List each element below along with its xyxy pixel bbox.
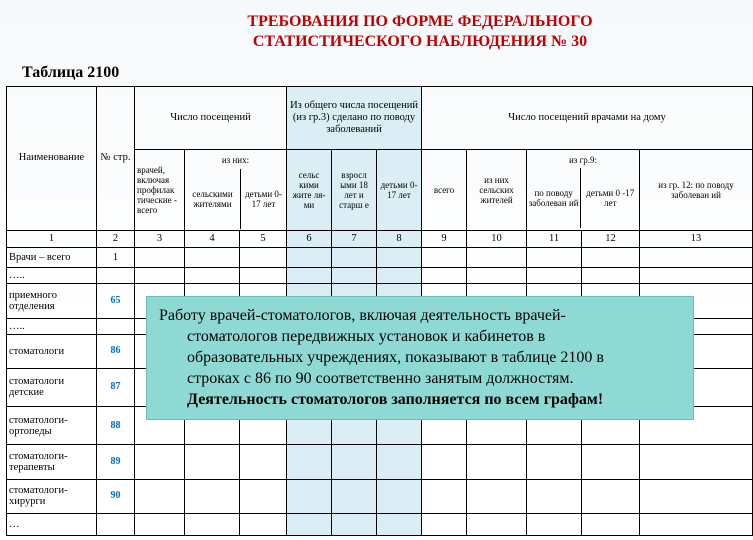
table-cell	[467, 479, 527, 513]
header-of-col9-group	[527, 150, 640, 231]
row-label: стоматологи-хирурги	[7, 479, 97, 513]
header-name: Наименование	[7, 87, 97, 231]
table-cell	[377, 479, 422, 513]
header-row-1	[7, 87, 753, 150]
header-rural: сельскими жителями	[192, 188, 233, 209]
table-row	[7, 268, 753, 284]
table-cell	[527, 248, 582, 268]
table-cell	[240, 479, 287, 513]
table-cell	[332, 248, 377, 268]
table-cell	[422, 513, 467, 535]
header-visits: Число посещений	[135, 87, 287, 150]
table-row	[7, 479, 753, 513]
table-cell	[135, 513, 185, 535]
table-cell	[527, 479, 582, 513]
table-cell	[332, 268, 377, 284]
header-home-visits: Число посещений врачами на дому	[422, 87, 753, 150]
row-label: …..	[7, 268, 97, 284]
table-cell	[467, 445, 527, 479]
table-cell	[185, 248, 240, 268]
header-row-no: № стр.	[97, 87, 135, 231]
row-number	[97, 513, 135, 535]
table-cell	[185, 479, 240, 513]
header-doctors-total: врачей, включая профилак тические - всего	[135, 150, 185, 231]
row-number	[97, 318, 135, 334]
header-of-them: из них:	[221, 154, 250, 165]
table-cell	[582, 479, 640, 513]
table-cell	[185, 268, 240, 284]
header-adults: взросл ыми 18 лет и старш е	[332, 150, 377, 231]
col-num: 9	[422, 230, 467, 247]
row-label: стоматологи детские	[7, 368, 97, 406]
col-num: 10	[467, 230, 527, 247]
table-cell	[527, 268, 582, 284]
note-line-1: Работу врачей-стоматологов, включая деятельность врачей-	[159, 307, 566, 324]
col-num: 6	[287, 230, 332, 247]
table-cell	[582, 445, 640, 479]
table-cell	[332, 513, 377, 535]
table-cell	[240, 268, 287, 284]
title-line-2: СТАТИСТИЧЕСКОГО НАБЛЮДЕНИЯ № 30	[252, 33, 588, 50]
table-cell	[640, 268, 753, 284]
table-cell	[377, 268, 422, 284]
header-disease-share: Из общего числа посещений (из гр.3) сделано по поводу заболеваний	[287, 87, 422, 150]
header-rural-2: из них сельских жителей	[467, 150, 527, 231]
table-cell	[527, 513, 582, 535]
table-cell	[287, 479, 332, 513]
table-row	[7, 513, 753, 535]
row-number: 89	[97, 445, 135, 479]
table-cell	[332, 445, 377, 479]
table-cell	[135, 248, 185, 268]
table-cell	[185, 513, 240, 535]
col-num: 4	[185, 230, 240, 247]
table-cell	[287, 248, 332, 268]
table-cell	[582, 513, 640, 535]
table-cell	[287, 268, 332, 284]
col-num: 5	[240, 230, 287, 247]
table-cell	[332, 479, 377, 513]
col-num: 3	[135, 230, 185, 247]
table-cell	[135, 479, 185, 513]
table-cell	[377, 248, 422, 268]
page-title	[150, 12, 690, 52]
col-num: 2	[97, 230, 135, 247]
row-label: приемного отделения	[7, 284, 97, 318]
table-cell	[467, 513, 527, 535]
table-name: Таблица 2100	[22, 64, 120, 81]
table-cell	[240, 445, 287, 479]
row-number: 86	[97, 334, 135, 368]
table-cell	[527, 445, 582, 479]
row-label: стоматологи-ортопеды	[7, 407, 97, 445]
note-line-4: строках с 86 по 90 соответственно занятым должностям.	[187, 370, 574, 387]
title-line-1: ТРЕБОВАНИЯ ПО ФОРМЕ ФЕДЕРАЛЬНОГО	[247, 13, 593, 30]
header-children-2: детьми 0-17 лет	[377, 150, 422, 231]
col-num: 7	[332, 230, 377, 247]
note-box	[146, 296, 694, 420]
note-line-2: стоматологов передвижных установок и кабинетов в	[187, 328, 546, 345]
table-cell	[640, 513, 753, 535]
table-cell	[422, 248, 467, 268]
table-cell	[287, 445, 332, 479]
note-line-3: образовательных учреждениях, показывают в таблице 2100 в	[187, 349, 604, 366]
row-label: Врачи – всего	[7, 248, 97, 268]
row-number	[97, 268, 135, 284]
table-row	[7, 445, 753, 479]
table-cell	[135, 268, 185, 284]
header-of-them-group	[185, 150, 287, 231]
header-of-col9: из гр.9:	[568, 155, 598, 166]
row-number: 1	[97, 248, 135, 268]
table-cell	[582, 248, 640, 268]
row-label: стоматологи-терапевты	[7, 445, 97, 479]
col-num: 11	[527, 230, 582, 247]
table-cell	[640, 479, 753, 513]
row-number: 90	[97, 479, 135, 513]
note-line-5: Деятельность стоматологов заполняется по всем графам!	[187, 391, 604, 408]
table-cell	[135, 445, 185, 479]
table-cell	[240, 248, 287, 268]
table-cell	[422, 445, 467, 479]
table-cell	[377, 513, 422, 535]
col-num: 12	[582, 230, 640, 247]
table-cell	[422, 479, 467, 513]
row-number: 87	[97, 368, 135, 406]
col-num: 1	[7, 230, 97, 247]
row-label: …	[7, 513, 97, 535]
header-total: всего	[422, 150, 467, 231]
table-row	[7, 248, 753, 268]
row-label: стоматологи	[7, 334, 97, 368]
table-cell	[377, 445, 422, 479]
table-cell	[422, 268, 467, 284]
table-cell	[240, 513, 287, 535]
row-number: 88	[97, 407, 135, 445]
table-cell	[185, 445, 240, 479]
table-cell	[287, 513, 332, 535]
table-cell	[640, 248, 753, 268]
header-children-3: детьми 0 -17 лет	[580, 168, 639, 228]
header-col12: из гр. 12: по поводу заболеван ий	[640, 150, 753, 231]
row-label: …..	[7, 318, 97, 334]
col-num: 8	[377, 230, 422, 247]
row-number: 65	[97, 284, 135, 318]
col-num: 13	[640, 230, 753, 247]
column-numbers-row	[7, 230, 753, 247]
table-cell	[467, 248, 527, 268]
table-cell	[582, 268, 640, 284]
header-children: детьми 0-17 лет	[240, 169, 286, 229]
header-rural-residents: сельс кими жите ля-ми	[287, 150, 332, 231]
header-disease: по поводу заболеван ий	[528, 188, 579, 209]
table-cell	[467, 268, 527, 284]
table-cell	[640, 445, 753, 479]
